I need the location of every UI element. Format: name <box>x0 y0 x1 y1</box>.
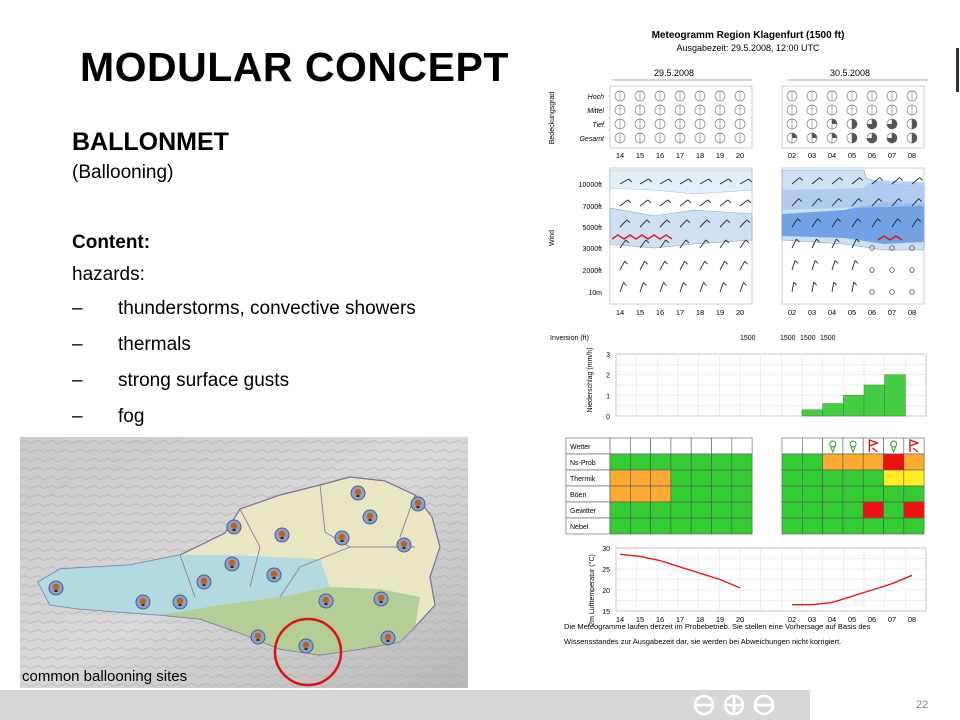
balloon-icon <box>231 523 237 529</box>
warn-cell <box>651 518 671 534</box>
warn-cell <box>712 438 732 454</box>
content-heading: Content: <box>72 232 151 253</box>
temp-tick-label: 25 <box>602 567 610 574</box>
wind-level-label: 5000ft <box>582 225 602 232</box>
bullet-dash: – <box>72 370 83 391</box>
hazards-label: hazards: <box>72 264 145 285</box>
warn-cell <box>651 438 671 454</box>
warn-cell <box>843 454 863 470</box>
warn-cell <box>782 502 802 518</box>
warn-cell <box>802 502 822 518</box>
date-day1: 29.5.2008 <box>653 68 695 78</box>
hour-label: 20 <box>735 308 745 317</box>
cloud-level-label: Hoch <box>587 94 604 101</box>
warn-cell <box>782 518 802 534</box>
warn-cell <box>732 470 752 486</box>
warn-cell <box>671 470 691 486</box>
warn-cell <box>691 502 711 518</box>
precip-tick-label: 0 <box>606 414 610 421</box>
warn-cell <box>630 454 650 470</box>
warn-cell <box>712 470 732 486</box>
warn-cell <box>651 470 671 486</box>
balloon-icon <box>385 634 391 640</box>
hour-label: 05 <box>847 308 857 317</box>
warn-cell <box>904 438 924 454</box>
warn-cell <box>884 502 904 518</box>
hour-label: 08 <box>907 308 917 317</box>
bullet-text: fog <box>118 406 145 427</box>
warn-cell <box>782 438 802 454</box>
balloon-icon <box>279 531 285 537</box>
warn-cell <box>782 470 802 486</box>
warn-cell <box>691 486 711 502</box>
warn-cell <box>802 454 822 470</box>
warn-cell <box>823 486 843 502</box>
warn-cell <box>610 454 630 470</box>
balloon-icon <box>367 513 373 519</box>
balloon-icon <box>339 534 345 540</box>
warn-cell <box>630 518 650 534</box>
cloud-level-label: Tief <box>592 122 604 129</box>
warn-cell <box>823 518 843 534</box>
section-title: BALLONMET <box>72 128 229 156</box>
warn-cell <box>610 502 630 518</box>
inversion-value: 1500 <box>740 335 756 342</box>
temp-tick-label: 30 <box>602 546 610 553</box>
balloon-weather-icon <box>830 441 836 447</box>
warn-cell <box>904 502 924 518</box>
precip-bar <box>823 404 844 416</box>
hour-label: 14 <box>615 615 625 624</box>
balloon-icon <box>271 571 277 577</box>
hour-label: 08 <box>907 151 917 160</box>
wind-level-label: 10m <box>588 290 602 297</box>
wind-level-label: 7000ft <box>582 204 602 211</box>
hour-label: 03 <box>807 615 817 624</box>
hour-label: 16 <box>655 151 665 160</box>
hour-label: 02 <box>787 308 797 317</box>
precip-bar <box>802 410 823 416</box>
warn-cell <box>732 454 752 470</box>
hour-label: 03 <box>807 151 817 160</box>
meteogram-issued: Ausgabezeit: 29.5.2008, 12:00 UTC <box>676 43 820 53</box>
map-caption: common ballooning sites <box>22 668 188 685</box>
warn-cell <box>610 518 630 534</box>
footnote-line1: Die Meteogramme laufen derzeit im Probebetrieb. Sie stellen eine Vorhersage auf Basis des <box>564 622 871 631</box>
warn-cell <box>802 518 822 534</box>
precip-tick-label: 2 <box>606 372 610 380</box>
hour-label: 04 <box>827 615 837 624</box>
warn-cell <box>630 438 650 454</box>
warn-cell <box>712 454 732 470</box>
warn-row-label: Böen <box>570 492 587 499</box>
cloud-level-label: Gesamt <box>579 136 604 143</box>
warn-cell <box>904 486 924 502</box>
logo-icon <box>690 692 780 718</box>
balloon-icon <box>140 598 146 604</box>
warn-cell <box>671 438 691 454</box>
bullet-dash: – <box>72 334 83 355</box>
warn-cell <box>630 486 650 502</box>
warn-cell <box>863 470 883 486</box>
warn-cell <box>843 486 863 502</box>
balloon-weather-icon <box>850 441 856 447</box>
hour-label: 02 <box>787 151 797 160</box>
warn-cell <box>823 502 843 518</box>
warn-cell <box>884 454 904 470</box>
temp-tick-label: 20 <box>602 588 610 595</box>
hour-label: 19 <box>715 615 725 624</box>
hour-label: 17 <box>675 151 685 160</box>
precip-bar <box>843 395 864 416</box>
date-day2: 30.5.2008 <box>829 68 871 78</box>
footer-corner <box>810 690 960 720</box>
meteogram-title: Meteogramm Region Klagenfurt (1500 ft) <box>651 30 845 41</box>
hour-label: 19 <box>715 151 725 160</box>
temp-tick-label: 15 <box>602 609 610 616</box>
hour-label: 20 <box>735 151 745 160</box>
balloon-icon <box>378 595 384 601</box>
warn-cell <box>904 518 924 534</box>
precip-bar <box>885 375 906 416</box>
warn-cell <box>671 502 691 518</box>
warn-cell <box>843 502 863 518</box>
warn-cell <box>712 518 732 534</box>
warn-cell <box>863 454 883 470</box>
warn-cell <box>904 454 924 470</box>
warn-cell <box>843 518 863 534</box>
warn-cell <box>630 470 650 486</box>
warn-cell <box>651 454 671 470</box>
hour-label: 05 <box>847 615 857 624</box>
hour-label: 15 <box>635 615 645 624</box>
hour-label: 15 <box>635 308 645 317</box>
hour-label: 04 <box>827 151 837 160</box>
warn-cell <box>863 518 883 534</box>
hour-label: 18 <box>695 308 705 317</box>
warn-cell <box>802 438 822 454</box>
balloon-icon <box>53 584 59 590</box>
warn-cell <box>610 438 630 454</box>
warn-cell <box>671 454 691 470</box>
warn-cell <box>884 470 904 486</box>
edge-marker <box>956 48 959 92</box>
hour-label: 04 <box>827 308 837 317</box>
warn-cell <box>630 502 650 518</box>
temp-axis-label: 2m Lufttemperatur (°C) <box>589 554 596 626</box>
balloon-icon <box>229 560 235 566</box>
warn-cell <box>691 470 711 486</box>
hour-label: 07 <box>887 615 897 624</box>
hour-label: 16 <box>655 615 665 624</box>
precip-tick-label: 1 <box>606 393 610 401</box>
warn-cell <box>732 502 752 518</box>
warn-cell <box>691 454 711 470</box>
balloon-icon <box>303 642 309 648</box>
cloud-axis-label: Bedeckungsgrad <box>549 91 556 145</box>
warn-cell <box>863 438 883 454</box>
warn-cell <box>671 486 691 502</box>
warn-cell <box>863 502 883 518</box>
hour-label: 06 <box>867 151 877 160</box>
hour-label: 20 <box>735 615 745 624</box>
balloon-icon <box>177 598 183 604</box>
warn-cell <box>651 486 671 502</box>
hour-label: 15 <box>635 151 645 160</box>
hour-label: 07 <box>887 151 897 160</box>
bullet-dash: – <box>72 298 83 319</box>
warn-row-label: Gewitter <box>570 508 597 515</box>
warn-cell <box>712 502 732 518</box>
inversion-label: Inversion (ft) <box>550 335 589 342</box>
balloon-icon <box>401 541 407 547</box>
warn-row-label: Nebel <box>570 524 589 531</box>
bullet-text: strong surface gusts <box>118 370 290 391</box>
inversion-value: 1500 <box>780 335 796 342</box>
warn-cell <box>863 486 883 502</box>
wind-axis-label: Wind <box>549 230 556 246</box>
warn-cell <box>802 486 822 502</box>
page-number: 22 <box>916 699 929 711</box>
warn-cell <box>610 486 630 502</box>
warn-cell <box>651 502 671 518</box>
warn-cell <box>671 518 691 534</box>
wind-level-label: 3000ft <box>582 246 602 253</box>
inversion-value: 1500 <box>800 335 816 342</box>
precip-bar <box>864 385 885 416</box>
hour-label: 03 <box>807 308 817 317</box>
precip-axis-label: Niederschlag (mm/h) <box>587 347 594 413</box>
hour-label: 14 <box>615 151 625 160</box>
meteogram <box>544 18 936 658</box>
warn-cell <box>884 518 904 534</box>
footnote-line2: Wissensstandes zur Ausgabezeit dar, sie werden bei Abweichungen nicht korrigiert. <box>564 637 842 646</box>
cloud-level-label: Mittel <box>587 108 604 115</box>
warn-cell <box>884 486 904 502</box>
wind-level-label: 2000ft <box>582 268 602 275</box>
inversion-value: 1500 <box>820 335 836 342</box>
precip-tick-label: 3 <box>606 352 610 359</box>
hour-label: 17 <box>675 615 685 624</box>
hour-label: 18 <box>695 151 705 160</box>
section-note: (Ballooning) <box>72 162 174 183</box>
hour-label: 07 <box>887 308 897 317</box>
hour-label: 05 <box>847 151 857 160</box>
warn-row-label: Ns-Prob <box>570 460 596 467</box>
balloon-icon <box>415 500 421 506</box>
bullet-dash: – <box>72 406 83 427</box>
balloon-icon <box>355 489 361 495</box>
warn-cell <box>691 518 711 534</box>
warn-cell <box>732 486 752 502</box>
hour-label: 06 <box>867 308 877 317</box>
warn-cell <box>732 438 752 454</box>
balloon-icon <box>323 597 329 603</box>
warn-cell <box>732 518 752 534</box>
warn-cell <box>823 470 843 486</box>
bullet-text: thunderstorms, convective showers <box>118 298 416 319</box>
warn-cell <box>610 470 630 486</box>
warn-cell <box>823 454 843 470</box>
warn-cell <box>712 486 732 502</box>
warn-cell <box>691 438 711 454</box>
warn-row-label: Thermik <box>570 476 596 483</box>
warn-cell <box>802 470 822 486</box>
warn-cell <box>782 486 802 502</box>
austria-map <box>20 437 468 688</box>
hour-label: 16 <box>655 308 665 317</box>
hour-label: 02 <box>787 615 797 624</box>
slide-title: MODULAR CONCEPT <box>80 44 509 90</box>
hour-label: 08 <box>907 615 917 624</box>
hour-label: 14 <box>615 308 625 317</box>
hour-label: 18 <box>695 615 705 624</box>
warn-cell <box>782 454 802 470</box>
warn-cell <box>843 470 863 486</box>
hour-label: 19 <box>715 308 725 317</box>
balloon-icon <box>201 578 207 584</box>
hour-label: 06 <box>867 615 877 624</box>
hour-label: 17 <box>675 308 685 317</box>
bullet-text: thermals <box>118 334 191 355</box>
warn-row-label: Wetter <box>570 444 591 451</box>
balloon-weather-icon <box>891 441 897 447</box>
balloon-icon <box>255 633 261 639</box>
wind-level-label: 10000ft <box>578 182 602 189</box>
warn-cell <box>904 470 924 486</box>
